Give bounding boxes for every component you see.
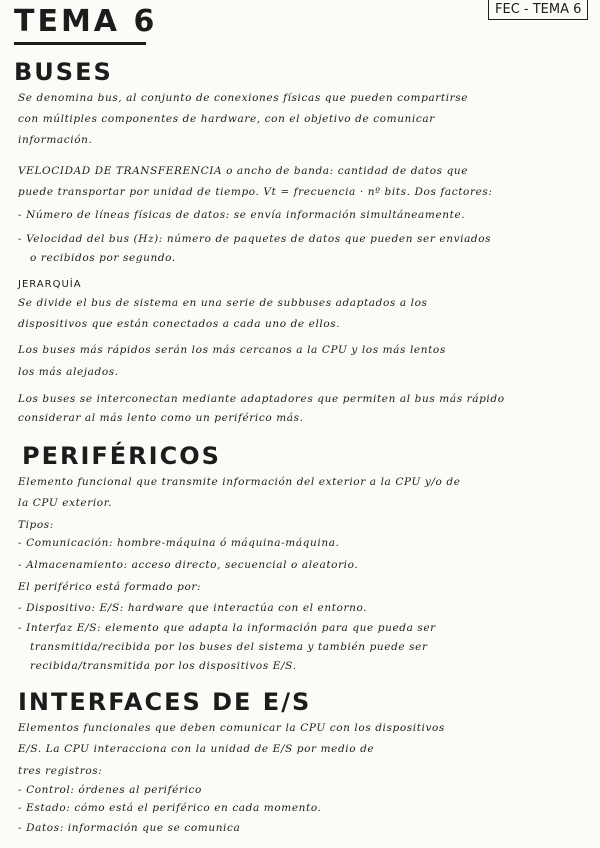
title-underline	[14, 42, 146, 45]
text-line: o recibidos por segundo.	[30, 252, 176, 264]
text-line: tres registros:	[18, 765, 103, 777]
text-line: - Estado: cómo está el periférico en cada momento.	[18, 802, 322, 814]
section-heading-buses: BUSES	[14, 58, 113, 86]
text-line: Los buses se interconectan mediante adaptadores que permiten al bus más rápido	[18, 393, 505, 405]
text-line: - Interfaz E/S: elemento que adapta la información para que pueda ser	[18, 622, 436, 634]
section-heading-interfaces: INTERFACES DE E/S	[18, 688, 312, 716]
text-line: Tipos:	[18, 519, 54, 531]
text-line: transmitida/recibida por los buses del sistema y también puede ser	[30, 641, 428, 653]
text-line: - Almacenamiento: acceso directo, secuencial o aleatorio.	[18, 559, 359, 571]
text-line: Los buses más rápidos serán los más cercanos a la CPU y los más lentos	[18, 344, 446, 356]
section-heading-perifericos: PERIFÉRICOS	[22, 442, 221, 470]
text-line: información.	[18, 134, 93, 146]
text-line: dispositivos que están conectados a cada uno de ellos.	[18, 318, 341, 330]
text-line: Se denomina bus, al conjunto de conexiones físicas que pueden compartirse	[18, 92, 469, 104]
text-line: con múltiples componentes de hardware, con el objetivo de comunicar	[18, 113, 435, 125]
text-line: la CPU exterior.	[18, 497, 113, 509]
text-line: El periférico está formado por:	[18, 581, 202, 593]
text-line: E/S. La CPU interacciona con la unidad de E/S por medio de	[18, 743, 375, 755]
text-line: - Número de líneas físicas de datos: se envía información simultáneamente.	[18, 209, 466, 221]
text-line: considerar al más lento como un periférico más.	[18, 412, 304, 424]
text-line: - Dispositivo: E/S: hardware que interactúa con el entorno.	[18, 602, 368, 614]
subheading-jerarquia: JERARQUÍA	[18, 279, 82, 290]
text-line: recibida/transmitida por los dispositivos E/S.	[30, 660, 297, 672]
text-line: Se divide el bus de sistema en una serie de subbuses adaptados a los	[18, 297, 428, 309]
text-line: puede transportar por unidad de tiempo. Vt = frecuencia · nº bits. Dos factores:	[18, 186, 493, 198]
text-line: - Comunicación: hombre-máquina ó máquina-máquina.	[18, 537, 340, 549]
text-line: - Control: órdenes al periférico	[18, 784, 202, 796]
page-title: TEMA 6	[14, 4, 158, 39]
text-line: Elementos funcionales que deben comunicar la CPU con los dispositivos	[18, 722, 445, 734]
text-line: - Datos: información que se comunica	[18, 822, 241, 834]
topic-badge: FEC - TEMA 6	[488, 0, 588, 20]
text-line: los más alejados.	[18, 366, 119, 378]
text-line: Elemento funcional que transmite información del exterior a la CPU y/o de	[18, 476, 461, 488]
text-line: VELOCIDAD DE TRANSFERENCIA o ancho de banda: cantidad de datos que	[18, 165, 469, 177]
text-line: - Velocidad del bus (Hz): número de paquetes de datos que pueden ser enviados	[18, 233, 492, 245]
